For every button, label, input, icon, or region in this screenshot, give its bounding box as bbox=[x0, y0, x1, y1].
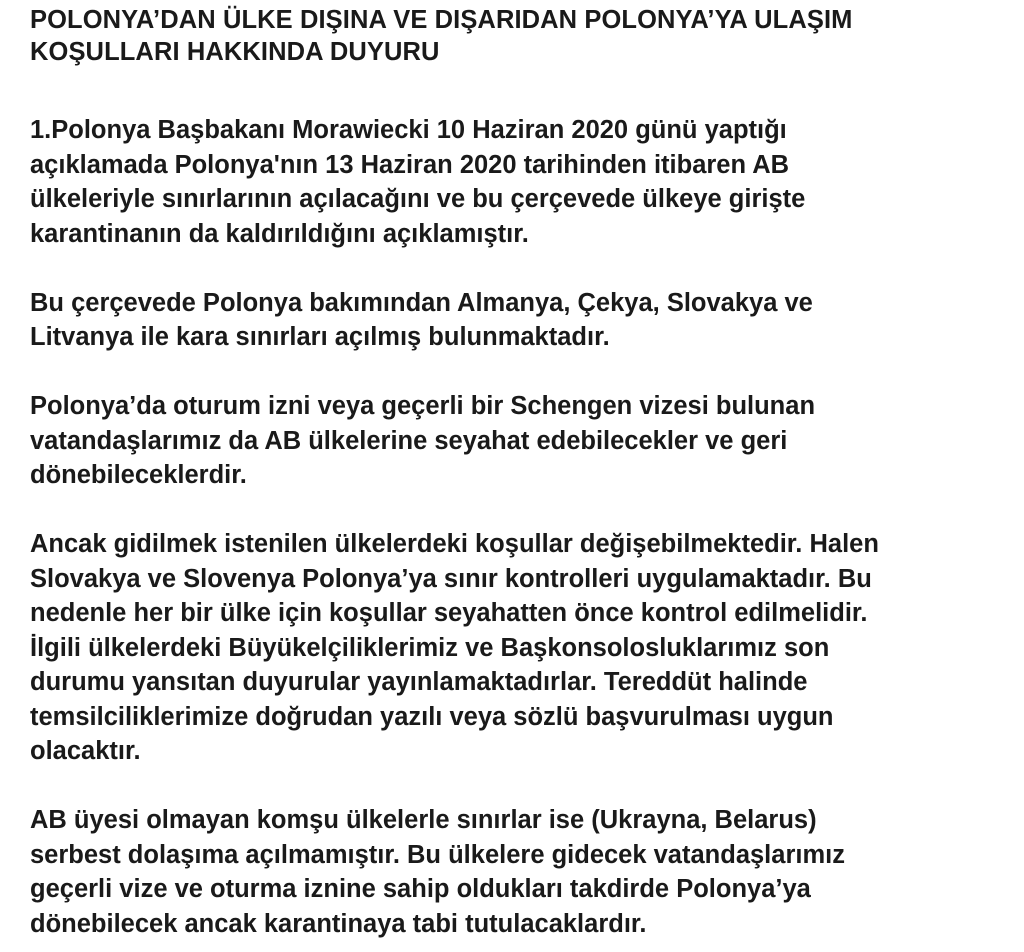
paragraph-changing-conditions: Ancak gidilmek istenilen ülkelerdeki koşullar değişebilmektedir. Halen Slovakya ve Slovenya Polonya’ya sınır kontrolleri uygulamaktadır. Bu nedenle her bir ülke için koşullar seyahatten önce kontrol edilmelidir. İlgili ülkelerdeki Büyükelçiliklerimiz ve Başkonsolosluklarımız son durumu yansıtan duyurular yayınlamaktadırlar. Tereddüt halinde temsilciliklerimize doğrudan yazılı veya sözlü başvurulması uygun olacaktır. bbox=[30, 530, 879, 765]
announcement-document bbox=[30, 4, 1010, 941]
paragraph-non-eu-borders: AB üyesi olmayan komşu ülkelerle sınırlar ise (Ukrayna, Belarus) serbest dolaşıma açılmamıştır. Bu ülkelere gidecek vatandaşlarımız geçerli vize ve oturma iznine sahip oldukları takdirde Polonya’ya dönebilecek ancak karantinaya tabi tutulacaklardır. bbox=[30, 806, 845, 938]
paragraph-land-borders: Bu çerçevede Polonya bakımından Almanya, Çekya, Slovakya ve Litvanya ile kara sınırları açılmış bulunmaktadır. bbox=[30, 288, 813, 351]
announcement-title: POLONYA’DAN ÜLKE DIŞINA VE DIŞARIDAN POLONYA’YA ULAŞIM KOŞULLARI HAKKINDA DUYURU bbox=[30, 6, 853, 66]
paragraph-border-opening: 1.Polonya Başbakanı Morawiecki 10 Haziran 2020 günü yaptığı açıklamada Polonya'nın 13 Haziran 2020 tarihinden itibaren AB ülkeleriyle sınırlarının açılacağını ve bu çerçevede ülkeye girişte karantinanın da kaldırıldığını açıklamıştır. bbox=[30, 116, 806, 248]
paragraph-residence-permit: Polonya’da oturum izni veya geçerli bir Schengen vizesi bulunan vatandaşlarımız da AB ülkelerine seyahat edebilecekler ve geri dönebileceklerdir. bbox=[30, 392, 816, 489]
